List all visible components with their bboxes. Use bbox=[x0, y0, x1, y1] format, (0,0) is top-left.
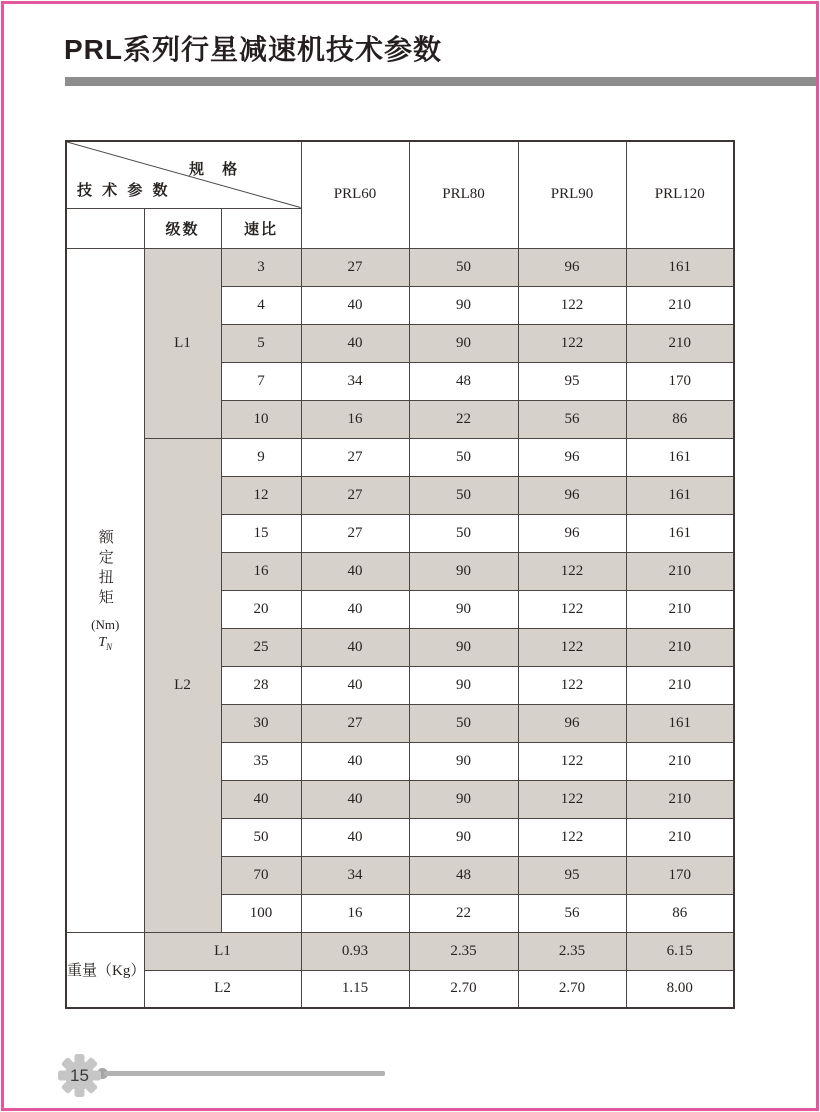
ratio-cell: 30 bbox=[221, 704, 301, 742]
value-cell: 50 bbox=[409, 438, 518, 476]
ratio-cell: 7 bbox=[221, 362, 301, 400]
value-cell: 50 bbox=[409, 476, 518, 514]
torque-unit: (Nm) bbox=[91, 616, 120, 632]
ratio-cell: 28 bbox=[221, 666, 301, 704]
value-cell: 40 bbox=[301, 324, 409, 362]
value-cell: 210 bbox=[626, 552, 734, 590]
corner-params-label: 技 术 参 数 bbox=[77, 181, 171, 199]
value-cell: 90 bbox=[409, 324, 518, 362]
torque-label-cell bbox=[66, 248, 144, 932]
value-cell: 210 bbox=[626, 742, 734, 780]
page-number: 15 bbox=[70, 1065, 89, 1085]
value-cell: 50 bbox=[409, 704, 518, 742]
value-cell: 210 bbox=[626, 666, 734, 704]
stages-header: 级数 bbox=[144, 208, 221, 248]
value-cell: 50 bbox=[409, 514, 518, 552]
ratio-cell: 16 bbox=[221, 552, 301, 590]
value-cell: 48 bbox=[409, 856, 518, 894]
value-cell: 16 bbox=[301, 400, 409, 438]
weight-value-cell: 2.70 bbox=[518, 970, 626, 1008]
value-cell: 96 bbox=[518, 438, 626, 476]
corner-empty-cell bbox=[66, 208, 144, 248]
ratio-cell: 9 bbox=[221, 438, 301, 476]
weight-value-cell: 0.93 bbox=[301, 932, 409, 970]
weight-row bbox=[66, 932, 734, 970]
value-cell: 40 bbox=[301, 742, 409, 780]
value-cell: 95 bbox=[518, 856, 626, 894]
value-cell: 90 bbox=[409, 628, 518, 666]
value-cell: 40 bbox=[301, 286, 409, 324]
value-cell: 210 bbox=[626, 324, 734, 362]
ratio-cell: 70 bbox=[221, 856, 301, 894]
weight-stage-cell: L2 bbox=[144, 970, 301, 1008]
stage-cell: L2 bbox=[144, 438, 221, 932]
weight-label-cell: 重量（Kg） bbox=[66, 932, 144, 1008]
value-cell: 27 bbox=[301, 514, 409, 552]
value-cell: 122 bbox=[518, 780, 626, 818]
value-cell: 90 bbox=[409, 552, 518, 590]
column-header-prl120: PRL120 bbox=[626, 141, 734, 248]
value-cell: 86 bbox=[626, 894, 734, 932]
torque-symbol: $T_N$ bbox=[98, 634, 113, 652]
value-cell: 96 bbox=[518, 514, 626, 552]
value-cell: 122 bbox=[518, 324, 626, 362]
value-cell: 40 bbox=[301, 818, 409, 856]
spec-table bbox=[65, 140, 735, 1009]
ratio-cell: 12 bbox=[221, 476, 301, 514]
value-cell: 27 bbox=[301, 438, 409, 476]
value-cell: 34 bbox=[301, 856, 409, 894]
ratio-cell: 25 bbox=[221, 628, 301, 666]
value-cell: 90 bbox=[409, 666, 518, 704]
weight-value-cell: 2.35 bbox=[409, 932, 518, 970]
value-cell: 90 bbox=[409, 818, 518, 856]
ratio-cell: 10 bbox=[221, 400, 301, 438]
column-header-prl60: PRL60 bbox=[301, 141, 409, 248]
value-cell: 56 bbox=[518, 894, 626, 932]
value-cell: 161 bbox=[626, 514, 734, 552]
value-cell: 170 bbox=[626, 856, 734, 894]
weight-value-cell: 2.70 bbox=[409, 970, 518, 1008]
ratio-cell: 40 bbox=[221, 780, 301, 818]
value-cell: 210 bbox=[626, 628, 734, 666]
page-title: PRL系列行星减速机技术参数 bbox=[64, 34, 443, 65]
value-cell: 22 bbox=[409, 400, 518, 438]
weight-row bbox=[66, 970, 734, 1008]
value-cell: 16 bbox=[301, 894, 409, 932]
value-cell: 210 bbox=[626, 590, 734, 628]
stage-cell: L1 bbox=[144, 248, 221, 438]
ratio-cell: 4 bbox=[221, 286, 301, 324]
value-cell: 122 bbox=[518, 666, 626, 704]
torque-label-vertical: 额定扭矩 bbox=[96, 528, 114, 609]
corner-spec-label: 规 格 bbox=[189, 161, 245, 178]
value-cell: 95 bbox=[518, 362, 626, 400]
weight-value-cell: 1.15 bbox=[301, 970, 409, 1008]
value-cell: 122 bbox=[518, 818, 626, 856]
value-cell: 40 bbox=[301, 628, 409, 666]
table-body bbox=[66, 248, 734, 1008]
value-cell: 96 bbox=[518, 248, 626, 286]
ratio-cell: 20 bbox=[221, 590, 301, 628]
ratio-cell: 35 bbox=[221, 742, 301, 780]
value-cell: 48 bbox=[409, 362, 518, 400]
value-cell: 22 bbox=[409, 894, 518, 932]
weight-value-cell: 8.00 bbox=[626, 970, 734, 1008]
value-cell: 40 bbox=[301, 590, 409, 628]
value-cell: 40 bbox=[301, 780, 409, 818]
value-cell: 161 bbox=[626, 476, 734, 514]
weight-value-cell: 2.35 bbox=[518, 932, 626, 970]
value-cell: 90 bbox=[409, 590, 518, 628]
title-underline-bar bbox=[65, 77, 816, 86]
value-cell: 86 bbox=[626, 400, 734, 438]
value-cell: 210 bbox=[626, 818, 734, 856]
footer-line bbox=[104, 1071, 385, 1076]
column-header-prl80: PRL80 bbox=[409, 141, 518, 248]
value-cell: 40 bbox=[301, 666, 409, 704]
value-cell: 96 bbox=[518, 704, 626, 742]
ratio-header: 速比 bbox=[221, 208, 301, 248]
value-cell: 40 bbox=[301, 552, 409, 590]
value-cell: 90 bbox=[409, 780, 518, 818]
value-cell: 170 bbox=[626, 362, 734, 400]
value-cell: 161 bbox=[626, 438, 734, 476]
value-cell: 122 bbox=[518, 590, 626, 628]
value-cell: 122 bbox=[518, 628, 626, 666]
table-row bbox=[66, 248, 734, 286]
value-cell: 96 bbox=[518, 476, 626, 514]
value-cell: 122 bbox=[518, 286, 626, 324]
column-header-prl90: PRL90 bbox=[518, 141, 626, 248]
ratio-cell: 100 bbox=[221, 894, 301, 932]
corner-cell bbox=[66, 141, 301, 208]
ratio-cell: 5 bbox=[221, 324, 301, 362]
ratio-cell: 3 bbox=[221, 248, 301, 286]
weight-stage-cell: L1 bbox=[144, 932, 301, 970]
value-cell: 122 bbox=[518, 742, 626, 780]
value-cell: 210 bbox=[626, 286, 734, 324]
ratio-cell: 50 bbox=[221, 818, 301, 856]
value-cell: 161 bbox=[626, 704, 734, 742]
value-cell: 27 bbox=[301, 476, 409, 514]
value-cell: 27 bbox=[301, 704, 409, 742]
value-cell: 50 bbox=[409, 248, 518, 286]
table-row bbox=[66, 438, 734, 476]
value-cell: 210 bbox=[626, 780, 734, 818]
value-cell: 90 bbox=[409, 742, 518, 780]
value-cell: 56 bbox=[518, 400, 626, 438]
value-cell: 34 bbox=[301, 362, 409, 400]
value-cell: 27 bbox=[301, 248, 409, 286]
header-row-1 bbox=[66, 141, 734, 208]
value-cell: 122 bbox=[518, 552, 626, 590]
page-number-gear bbox=[56, 1052, 103, 1099]
value-cell: 161 bbox=[626, 248, 734, 286]
ratio-cell: 15 bbox=[221, 514, 301, 552]
weight-value-cell: 6.15 bbox=[626, 932, 734, 970]
value-cell: 90 bbox=[409, 286, 518, 324]
